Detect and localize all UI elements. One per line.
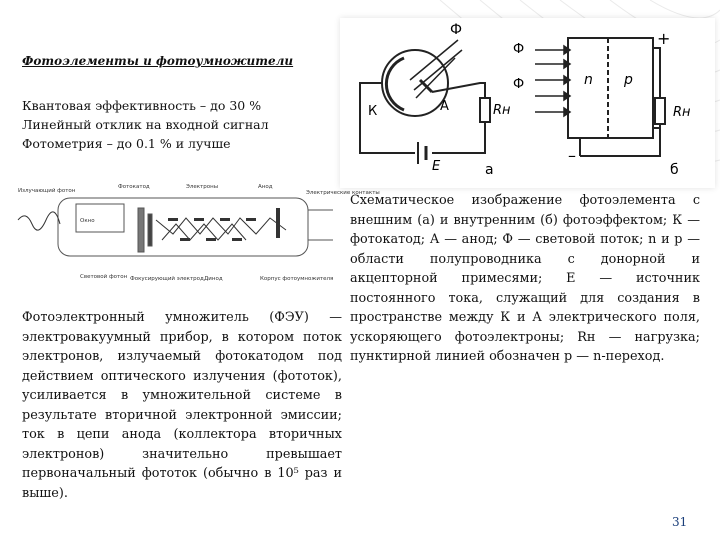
anode: [420, 80, 432, 92]
label-minus: –: [568, 146, 576, 165]
label-rn-a: Rн: [493, 103, 511, 118]
label-e: Е: [432, 159, 441, 174]
pmt-label-photocathode: Фотокатод: [118, 184, 150, 190]
pmt-label-incoming: Излучающий фотон: [18, 188, 76, 194]
label-phi-b-top: Ф: [513, 42, 525, 57]
property-photometry: Фотометрия – до 0.1 % и лучше: [22, 136, 231, 151]
property-quantum-efficiency: Квантовая эффективность – до 30 %: [22, 98, 262, 113]
pmt-label-focus: Фокусирующий электрод: [130, 276, 204, 282]
property-linear-response: Линейный отклик на входной сигнал: [22, 117, 269, 132]
pmt-label-window: Окно: [80, 218, 95, 224]
diagram-caption: Схематическое изображение фотоэлемента с внешним (а) и внутренним (б) фотоэффектом; К — фотокатод; А — анод; Ф — световой поток; n и р — области полупроводника с донорной и акцепторной примесями; Е — источник постоянного тока, служащий для создания в пространстве между К и А электрического поля, ускоряющего фотоэлектроны; Rн — нагрузка; пунктирной линией обозначен р — n-переход.: [350, 193, 700, 364]
label-cathode: К: [368, 104, 378, 119]
pmt-description: Фотоэлектронный умножитель (ФЭУ) — электровакуумный прибор, в котором поток электронов, излучаемый фотокатодом под действием оптического излучения (фототок), усиливается в умножительной системе в результате вторичной электронной эмиссии; ток в цепи анода (коллектора вторичных электронов) значительно превышает первоначальный фототок (обычно в 10⁵ раз и выше).: [22, 310, 342, 501]
key-properties-list: [22, 96, 269, 153]
label-phi-a: Ф: [450, 22, 463, 38]
label-p: р: [624, 72, 633, 88]
pmt-label-anode: Анод: [258, 184, 273, 190]
photoelement-schematic: [340, 18, 715, 188]
label-phi-b-mid: Ф: [513, 77, 525, 92]
pmt-label-electrons: Электроны: [186, 184, 219, 190]
label-rn-b: Rн: [673, 105, 691, 120]
label-subfig-a: а: [485, 162, 494, 178]
pmt-label-dynode: Динод: [204, 276, 223, 282]
label-plus: +: [657, 29, 671, 48]
label-n: n: [584, 72, 593, 88]
label-anode: А: [440, 99, 449, 114]
pmt-label-connector: Электрические контакты: [306, 190, 380, 196]
pmt-label-body: Корпус фотоумножителя: [260, 276, 334, 282]
page-number: 31: [672, 515, 688, 529]
pmt-label-light-photon: Световой фотон: [80, 274, 128, 280]
photomultiplier-diagram: [18, 180, 380, 300]
label-subfig-b: б: [670, 162, 679, 178]
photoelement-diagram-panel: [340, 18, 715, 188]
vacuum-tube-circle: [382, 50, 448, 116]
slide-title: Фотоэлементы и фотоумножители: [22, 54, 294, 68]
